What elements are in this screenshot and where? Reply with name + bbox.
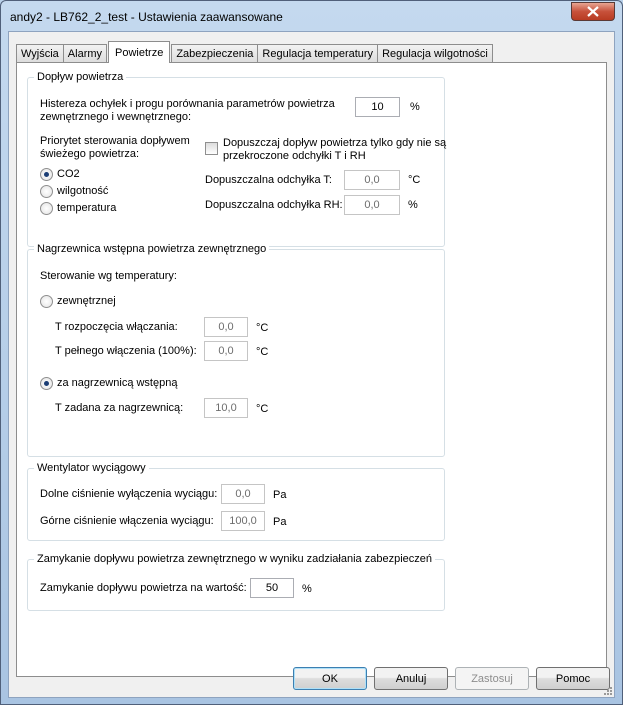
- apply-button[interactable]: Zastosuj: [455, 667, 529, 690]
- close-icon: [587, 6, 599, 17]
- preheater-outdoor-radio[interactable]: [40, 295, 53, 308]
- deviation-t-label: Dopuszczalna odchyłka T:: [205, 174, 332, 186]
- t-start-unit: °C: [256, 322, 269, 334]
- window-title: andy2 - LB762_2_test - Ustawienia zaawansowane: [10, 10, 283, 24]
- deviation-rh-label: Dopuszczalna odchyłka RH:: [205, 199, 343, 211]
- priority-label-line1: Priorytet sterowania dopływem: [40, 135, 190, 147]
- preheater-group: [27, 243, 445, 457]
- priority-temperature-label[interactable]: temperatura: [57, 202, 117, 214]
- priority-humidity-label[interactable]: wilgotność: [57, 185, 109, 197]
- exhaust-high-input[interactable]: 100,0: [221, 511, 265, 531]
- t-start-label: T rozpoczęcia włączania:: [55, 321, 178, 333]
- priority-temperature-radio[interactable]: [40, 202, 53, 215]
- priority-co2-label[interactable]: CO2: [57, 168, 80, 180]
- t-start-input[interactable]: 0,0: [204, 317, 248, 337]
- hysteresis-input[interactable]: 10: [355, 97, 400, 117]
- cancel-button[interactable]: Anuluj: [374, 667, 448, 690]
- resize-grip-icon[interactable]: [602, 685, 612, 695]
- closing-legend: Zamykanie dopływu powietrza zewnętrznego w wyniku zadziałania zabezpieczeń: [34, 553, 435, 565]
- tab-regulacja-temperatury[interactable]: Regulacja temperatury: [257, 44, 378, 63]
- t-set-input[interactable]: 10,0: [204, 398, 248, 418]
- preheater-after-radio[interactable]: [40, 377, 53, 390]
- preheater-outdoor-label[interactable]: zewnętrznej: [57, 295, 116, 307]
- close-button[interactable]: [571, 2, 615, 21]
- t-full-unit: °C: [256, 346, 269, 358]
- control-by-temperature-label: Sterowanie wg temperatury:: [40, 270, 177, 282]
- air-supply-group: [27, 71, 447, 247]
- hysteresis-label-line1: Histereza ochyłek i progu porównania parametrów powietrza: [40, 98, 335, 110]
- deviation-rh-unit: %: [408, 199, 418, 211]
- tab-strip: [16, 41, 492, 63]
- exhaust-fan-legend: Wentylator wyciągowy: [34, 462, 149, 474]
- dialog-client-area: [8, 31, 615, 698]
- help-button[interactable]: Pomoc: [536, 667, 610, 690]
- tab-regulacja-wilgotnosci[interactable]: Regulacja wilgotności: [377, 44, 493, 63]
- tab-alarmy[interactable]: Alarmy: [63, 44, 107, 63]
- deviation-t-input[interactable]: 0,0: [344, 170, 400, 190]
- preheater-legend: Nagrzewnica wstępna powietrza zewnętrznego: [34, 243, 269, 255]
- closing-value-input[interactable]: 50: [250, 578, 294, 598]
- exhaust-low-label: Dolne ciśnienie wyłączenia wyciągu:: [40, 488, 218, 500]
- tab-zabezpieczenia[interactable]: Zabezpieczenia: [171, 44, 258, 63]
- air-supply-legend: Dopływ powietrza: [34, 71, 126, 83]
- ok-button[interactable]: OK: [293, 667, 367, 690]
- deviation-rh-input[interactable]: 0,0: [344, 195, 400, 215]
- closing-unit: %: [302, 583, 312, 595]
- exhaust-low-unit: Pa: [273, 489, 287, 501]
- t-full-label: T pełnego włączenia (100%):: [55, 345, 197, 357]
- hysteresis-unit: %: [410, 101, 420, 113]
- exhaust-high-unit: Pa: [273, 516, 287, 528]
- deviation-t-unit: °C: [408, 174, 421, 186]
- exhaust-high-label: Górne ciśnienie włączenia wyciągu:: [40, 515, 214, 527]
- allow-supply-checkbox[interactable]: [205, 142, 218, 155]
- closing-label: Zamykanie dopływu powietrza na wartość:: [40, 582, 247, 594]
- t-full-input[interactable]: 0,0: [204, 341, 248, 361]
- exhaust-fan-group: [27, 462, 445, 541]
- title-bar[interactable]: [1, 1, 622, 31]
- t-set-unit: °C: [256, 403, 269, 415]
- tab-panel-powietrze: [16, 62, 607, 677]
- preheater-after-label[interactable]: za nagrzewnicą wstępną: [57, 377, 178, 389]
- allow-supply-label-line1[interactable]: Dopuszczaj dopływ powietrza tylko gdy nie są: [223, 137, 447, 149]
- t-set-label: T zadana za nagrzewnicą:: [55, 402, 184, 414]
- allow-supply-label-line2[interactable]: przekroczone odchyłki T i RH: [223, 150, 366, 162]
- hysteresis-label-line2: zewnętrznego i wewnętrznego:: [40, 111, 192, 123]
- priority-label-line2: świeżego powietrza:: [40, 148, 140, 160]
- closing-group: [27, 553, 445, 611]
- tab-powietrze[interactable]: Powietrze: [108, 41, 170, 63]
- tab-wyjscia[interactable]: Wyjścia: [16, 44, 64, 63]
- priority-humidity-radio[interactable]: [40, 185, 53, 198]
- priority-co2-radio[interactable]: [40, 168, 53, 181]
- exhaust-low-input[interactable]: 0,0: [221, 484, 265, 504]
